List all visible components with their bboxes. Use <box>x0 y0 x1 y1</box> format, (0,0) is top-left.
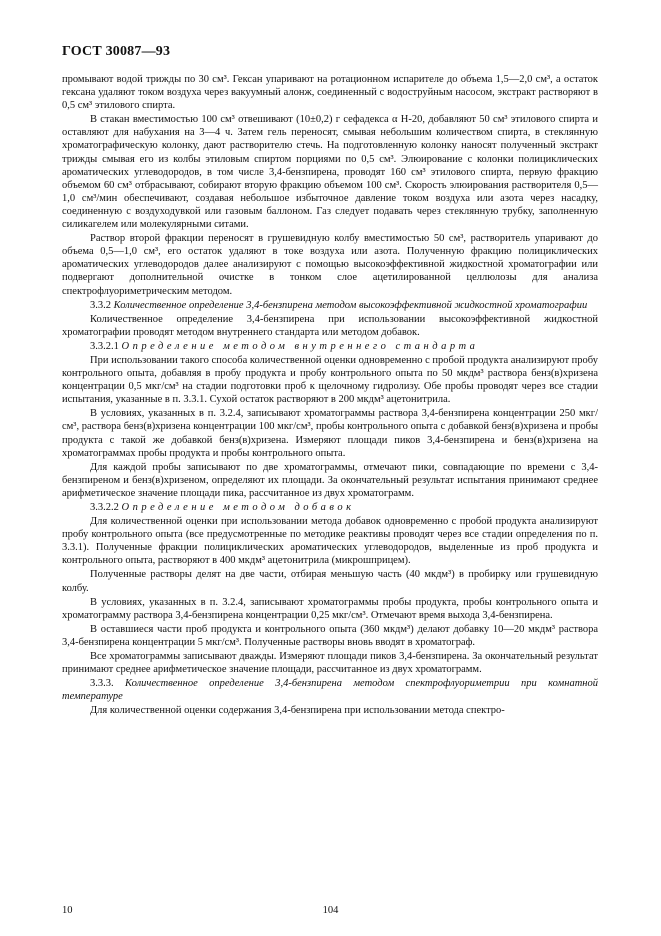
paragraph: промывают водой трижды по 30 см³. Гексан упаривают на ротационном испарителе до объема 1,5—2,0 см³, а остаток гексана удаляют током воздуха через вакуумный алонж, соединенный с водоструйным насосом, экстракт растворяют в 0,5 см³ этилового спирта. <box>62 74 598 112</box>
section-title: Определение методом внутреннего стандарта <box>121 340 479 352</box>
paragraph: Все хроматограммы записывают дважды. Измеряют площади пиков 3,4-бензпирена. За окончательный результат принимают среднее арифметическое значение площади, рассчитанное из двух хроматограмм. <box>62 651 598 676</box>
paragraph: В условиях, указанных в п. 3.2.4, записывают хроматограммы раствора 3,4-бензпирена концентрации 250 мкг/см³, раствора бенз(в)хризена концентрации 100 мкг/см³, пробы контрольного опыта с добавкой бенз(в)хризена и пробы продукта с такой же добавкой бенз(в)хризена. Измеряют площади пиков 3,4-бензпирена и бенз(в)хризена на хроматограммах пробы продукта и пробы контрольного опыта. <box>62 408 598 459</box>
paragraph: Для количественной оценки содержания 3,4-бензпирена при использовании метода спектро- <box>90 705 505 717</box>
section-title: Количественное определение 3,4-бензпирена методом высокоэффективной жидкостной хроматографии <box>113 299 588 311</box>
paragraph: В оставшиеся части проб продукта и контрольного опыта (360 мкдм³) делают добавку 10—20 мкдм³ раствора 3,4-бензпирена концентрации 5 мкг/см³. Полученные растворы вновь вводят в хроматограф. <box>62 623 598 648</box>
section-number: 3.3.2 <box>90 299 111 311</box>
section-number: 3.3.2.1 <box>90 340 119 352</box>
section-number: 3.3.3. <box>90 678 114 690</box>
paragraph: В стакан вместимостью 100 см³ отвешивают (10±0,2) г сефадекса α Н-20, добавляют 50 см³ этилового спирта и оставляют для набухания на 3—4 ч. Затем гель переносят, смывая небольшим количеством спирта, в стеклянную хроматографическую колонку, дают растворителю стечь. На подготовленную колонку наносят полученный экстракт трижды смывая его из колбы этиловым спиртом порциями по 0,5 см³. Элюирование с колонки полициклических ароматических углеводородов, в том числе 3,4-бензпирена, проводят 160 см³ этилового спирта, первую фракцию объемом 60 см³ отбрасывают, собирают вторую фракцию объемом 100 см³. Скорость элюирования растворителя 0,5—1,0 см³/мин обеспечивают, создавая небольшое избыточное давление током воздуха или азота через насадку, соединенную с воздуходувкой или газовым баллоном. Газ следует подавать через стеклянную трубку, заполненную силикагелем или молекулярными ситами. <box>62 114 598 231</box>
section-heading-3-3-2-1 <box>62 340 598 353</box>
section-heading-3-3-2-2 <box>62 501 598 514</box>
section-heading-3-3-3 <box>62 677 598 703</box>
section-number: 3.3.2.2 <box>90 502 119 513</box>
section-title: Количественное определение 3,4-бензпирена методом спектрофлуориметрии при комнатной температуре <box>62 678 598 703</box>
paragraph: В условиях, указанных в п. 3.2.4, записывают хроматограммы пробы продукта, пробы контрольного опыта и хроматограмму раствора 3,4-бензпирена концентрации 0,25 мкг/см³. Отмечают время выхода 3,4-бензпирена. <box>62 596 598 621</box>
page-number-center: 104 <box>322 905 339 916</box>
paragraph: Для количественной оценки при использовании метода добавок одновременно с пробой продукта анализируют пробу контрольного опыта (все предусмотренные по методике реактивы проводят через все стадии определения по п. 3.3.1). Полученные фракции полициклических ароматических углеводородов, выделенные из проб продукта и контрольного опыта, растворяют в 400 мкдм³ ацетонитрила (микрошприцем). <box>62 516 598 567</box>
paragraph: Полученные растворы делят на две части, отбирая меньшую часть (40 мкдм³) в пробирку или грушевидную колбу. <box>62 569 598 594</box>
section-title: Определение методом добавок <box>121 502 355 513</box>
section-heading-3-3-2 <box>62 299 598 312</box>
paragraph: Количественное определение 3,4-бензпирена при использовании высокоэффективной жидкостной хроматографии проводят методом внутреннего стандарта или методом добавок. <box>62 313 598 338</box>
paragraph: Для каждой пробы записывают по две хроматограммы, отмечают пики, совпадающие по времени с 3,4-бензпиреном и бенз(в)хризеном, определяют их площади. За окончательный результат испытания принимают среднее арифметическое значение площади пика, рассчитанное из двух хроматограмм. <box>62 461 598 499</box>
paragraph: Раствор второй фракции переносят в грушевидную колбу вместимостью 50 см³, растворитель упаривают до объема 0,5—1,0 см³, его остаток удаляют в токе воздуха или азота. Полученную фракцию полициклических ароматических углеводородов далее анализируют с помощью высокоэффективной жидкостной хроматографии или подвергают дополнительной очистке в тонком слое ацетилированной целлюлозы для анализа спектрофлуориметрическим методом. <box>62 233 598 297</box>
paragraph: При использовании такого способа количественной оценки одновременно с пробой продукта анализируют пробу контрольного опыта, добавляя в пробу продукта и пробу контрольного опыта по 50 мкдм³ раствора бенз(в)хризена концентрации 0,5 мкг/см³ на стадии подготовки проб к щелочному гидролизу. Обе пробы проводят через все стадии испытания, указанные в п. 3.3.1. Сухой остаток растворяют в 200 мкдм³ ацетонитрила. <box>62 354 598 406</box>
document-body <box>62 73 598 719</box>
page-number-left: 10 <box>62 905 73 916</box>
document-header: ГОСТ 30087—93 <box>62 44 171 59</box>
